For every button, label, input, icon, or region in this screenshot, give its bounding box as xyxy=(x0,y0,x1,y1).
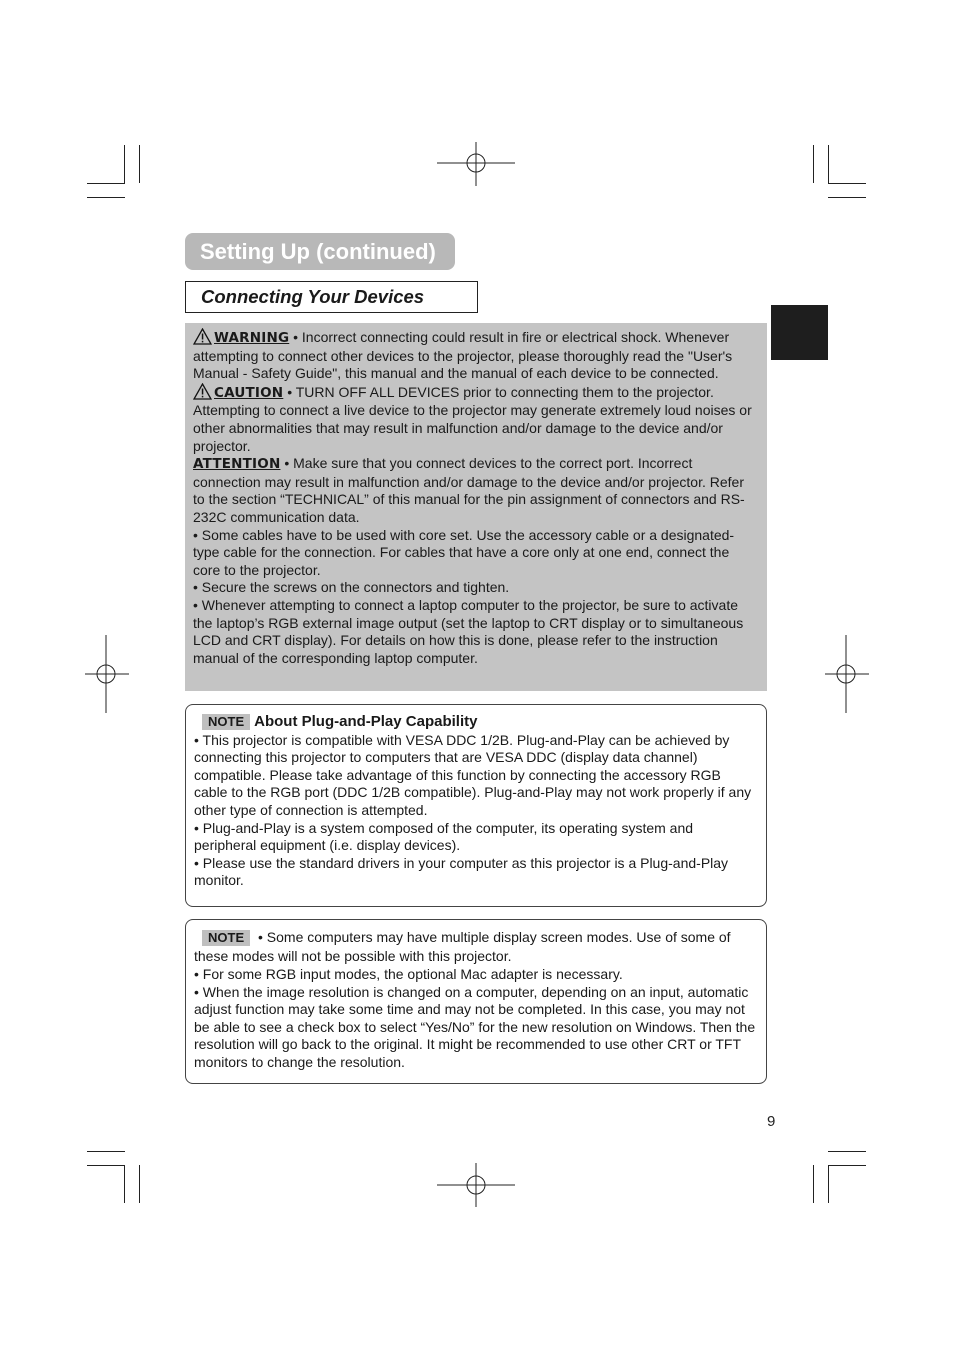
registration-mark-icon xyxy=(85,635,129,713)
crop-mark xyxy=(139,145,140,183)
crop-mark xyxy=(139,1165,140,1203)
crop-mark xyxy=(87,197,125,198)
bullet-item: • For some RGB input modes, the optional Mac adapter is necessary. xyxy=(194,966,623,982)
note-tag: NOTE xyxy=(202,714,250,730)
note-heading xyxy=(194,713,756,731)
crop-mark xyxy=(828,197,866,198)
warning-text: • Incorrect connecting could result in fire or electrical shock. Whenever attempting to connect other devices to the projector, please thoroughly read the "User's Manual - Safety Guide", this manual and the manual of each device to be connected. xyxy=(193,329,733,382)
warning-paragraph xyxy=(193,328,759,383)
note-tag: NOTE xyxy=(202,930,250,946)
crop-mark xyxy=(124,1165,125,1203)
registration-mark-icon xyxy=(825,635,869,713)
note-box-plug-and-play xyxy=(185,704,767,907)
bullet-item: • Please use the standard drivers in your computer as this projector is a Plug-and-Play monitor. xyxy=(194,854,729,889)
crop-mark xyxy=(124,145,125,183)
crop-mark xyxy=(87,1165,125,1166)
caution-triangle-icon xyxy=(193,383,212,400)
caution-label: CAUTION xyxy=(214,384,284,401)
page-number: 9 xyxy=(767,1113,776,1130)
bullet-item: • Whenever attempting to connect a laptop computer to the projector, be sure to activate the laptop’s RGB external image output (set the laptop to CRT display or to simultaneous LCD and CRT display). For details on how this is done, please refer to the instruction manual of the corresponding laptop computer. xyxy=(193,596,744,666)
warning-triangle-icon xyxy=(193,328,212,345)
crop-mark xyxy=(87,1151,125,1152)
subsection-title: Connecting Your Devices xyxy=(185,281,478,313)
note-lead-paragraph xyxy=(194,928,756,966)
warning-panel xyxy=(185,323,767,691)
attention-text: • Make sure that you connect devices to the correct port. Incorrect connection may result in malfunction and/or damage to the device and/or projector. Refer to the section “TECHNICAL” of this manual for the pin assignment of connectors and RS-232C communication data. xyxy=(193,455,745,525)
bullet-item: • When the image resolution is changed on a computer, depending on an input, automatic adjust function may take some time and may not be completed. In this case, you may not be able to see a check box to select “Yes/No” for the new resolution on Windows. Then the resolution will go back to the original. It might be recommended to use other CRT or TFT monitors to change the resolution. xyxy=(194,983,756,1070)
attention-paragraph xyxy=(193,455,759,526)
crop-mark xyxy=(828,1151,866,1152)
note-box-display-modes xyxy=(185,919,767,1084)
attention-label: ATTENTION xyxy=(193,456,281,473)
note-title: About Plug-and-Play Capability xyxy=(254,713,478,730)
registration-mark-icon xyxy=(437,142,517,186)
bullet-item: • Some cables have to be used with core set. Use the accessory cable or a designated-type cable for the connection. For cables that have a core only at one end, connect the core to the projector. xyxy=(193,526,735,578)
chapter-tab xyxy=(771,305,828,360)
crop-mark xyxy=(813,1165,814,1203)
caution-paragraph xyxy=(193,383,759,455)
bullet-item: • This projector is compatible with VESA DDC 1/2B. Plug-and-Play can be achieved by connecting this projector to computers that are VESA DDC (display data channel) compatible. Please take advantage of this function by connecting the accessory RGB cable to the RGB port (DDC 1/2B compatible). Plug-and-Play may not work properly if any other type of connection is attempted. xyxy=(194,731,752,818)
registration-mark-icon xyxy=(437,1163,517,1207)
page-title: Setting Up (continued) xyxy=(185,233,455,270)
crop-mark xyxy=(87,183,125,184)
crop-mark xyxy=(828,183,866,184)
crop-mark xyxy=(828,145,829,183)
warning-label: WARNING xyxy=(214,330,290,346)
crop-mark xyxy=(828,1165,866,1166)
crop-mark xyxy=(813,145,814,183)
caution-text: • TURN OFF ALL DEVICES prior to connecting them to the projector. Attempting to connect a live device to the projector may generate extremely loud noises or other abnormalities that may result in malfunction and/or damage to the device and/or projector. xyxy=(193,383,752,454)
bullet-item: • Plug-and-Play is a system composed of the computer, its operating system and peripheral equipment (i.e. display devices). xyxy=(194,819,694,854)
crop-mark xyxy=(828,1165,829,1203)
bullet-item: • Secure the screws on the connectors and tighten. xyxy=(193,579,510,596)
note-lead-text: • Some computers may have multiple display screen modes. Use of some of these modes will not be possible with this projector. xyxy=(194,929,731,964)
